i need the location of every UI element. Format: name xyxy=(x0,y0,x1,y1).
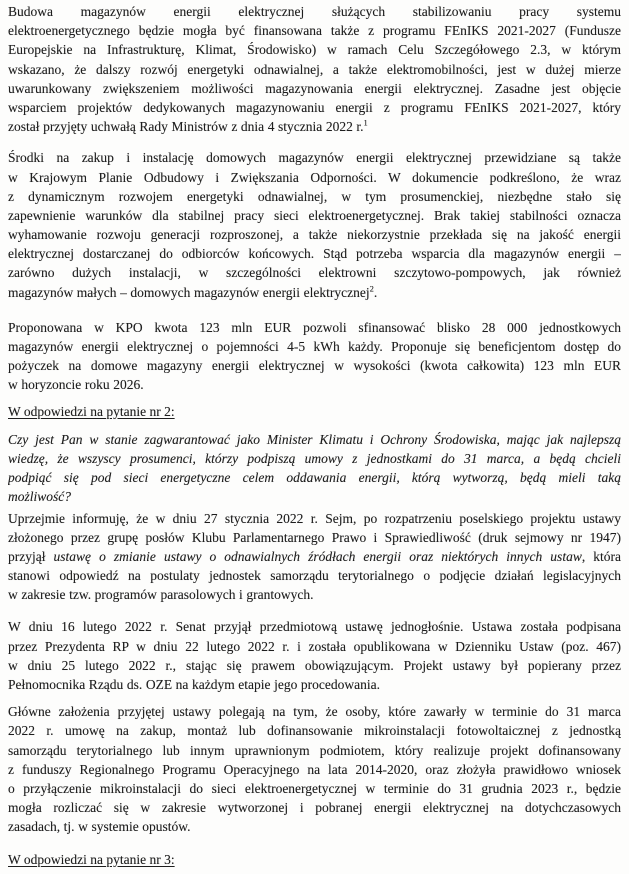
text-line: samorządu terytorialnego lub innym uprawnionym podmiotem, który realizuje projekt dofinansowany xyxy=(8,742,621,758)
text-line: 2022 r. umowę na zakup, montaż lub dofinansowanie mikroinstalacji fotowoltaicznej z jednostką xyxy=(8,723,621,739)
text-line: magazynów małych – domowych magazynów energii elektrycznej$^2$. xyxy=(8,283,378,300)
footnote-marker: 1 xyxy=(363,117,368,128)
text-line: zapewnienie warunków dla stabilnej pracy sieci elektroenergetycznej. Brak takiej stabilności oznacza xyxy=(8,207,621,223)
paragraph-act-provisions xyxy=(8,702,621,836)
text-line: Budowa magazynów energii elektrycznej służących stabilizowaniu pracy systemu xyxy=(8,4,621,19)
paragraph-kpo-home-storage xyxy=(8,148,621,302)
text-line: podpiąć się pod sieci energetyczne celem oddawania energii, którą wytworzą, będą mieli taką xyxy=(8,470,621,486)
text-line: złożonego przez grupę posłów Klubu Parlamentarnego Prawo i Sprawiedliwość (druk sejmowy nr 1947) xyxy=(8,529,621,545)
paragraph-sejm-act xyxy=(8,509,621,605)
heading-answer-question-3 xyxy=(8,850,621,869)
text-line: elektroenergetycznego będzie mogła być finansowana także z programu FEnIKS 2021-2027 (Fundusze xyxy=(8,23,621,39)
paragraph-feniks-funding xyxy=(8,2,621,136)
text-line: w dniu 25 lutego 2022 r., stając się prawem obowiązującym. Projekt ustawy był popierany przez xyxy=(8,657,621,673)
text-line: w Krajowym Planie Odbudowy i Zwiększania Odporności. W dokumencie podkreślono, że wraz xyxy=(8,169,621,185)
text-line: o przyłączenie mikroinstalacji do sieci elektroenergetycznej w terminie do 31 grudnia 2023 r., będzie xyxy=(8,780,621,796)
text-line: przyjął ustawę o zmianie ustawy o odnawialnych źródłach energii oraz niektórych innych ustaw, która xyxy=(8,548,621,564)
text-line: Pełnomocnika Rządu ds. OZE na każdym etapie jego procedowania. xyxy=(8,677,380,693)
heading-text: W odpowiedzi na pytanie nr 3: xyxy=(8,851,175,867)
text-line: magazynów energii elektrycznej o pojemności 4-5 kWh każdy. Proponuje się beneficjentom dostęp do xyxy=(8,339,621,354)
text-line: możliwość? xyxy=(8,489,72,505)
paragraph-kpo-amount xyxy=(8,318,621,395)
text-line: Czy jest Pan w stanie zagwarantować jako Minister Klimatu i Ochrony Środowiska, mając jak najlepszą xyxy=(8,431,621,447)
text-line: wyhamowanie rozwoju generacji rozproszonej, a także niekorzystnie przekłada się na jakość energii xyxy=(8,227,621,243)
text-line: Uprzejmie informuję, że w dniu 27 stycznia 2022 r. Sejm, po rozpatrzeniu poselskiego projektu ustawy xyxy=(8,510,621,526)
text-line: wsparciem projektów dedykowanych magazynowaniu energii z programu FEnIKS 2021-2027, który xyxy=(8,99,621,115)
heading-answer-question-2 xyxy=(8,402,621,421)
text-line: przez Prezydenta RP w dniu 22 lutego 2022 r. i została opublikowana w Dzienniku Ustaw (poz. 467) xyxy=(8,638,621,654)
text-line: Środki na zakup i instalację domowych magazynów energii elektrycznej przewidziane są także xyxy=(8,150,621,166)
text-line: z dynamicznym rozwojem energetyki odnawialnej, w tym prosumenckiej, niezbędne stało się xyxy=(8,188,621,204)
text-line: pożyczek na domowe magazyny energii elektrycznej w wysokości (kwota całkowita) 123 mln EUR xyxy=(8,358,621,374)
text-line: uwarunkowany zwiększeniem możliwości magazynowania energii elektrycznej. Zasadne jest objęcie xyxy=(8,80,621,96)
paragraph-question-2 xyxy=(8,430,621,507)
text-line: w horyzoncie roku 2026. xyxy=(8,377,144,393)
text-line: został przyjęty uchwałą Rady Ministrów z dnia 4 stycznia 2022 r.$^1$ xyxy=(8,117,368,135)
text-line: zarówno dużych instalacji, w szczególności elektrowni szczytowo-pompowych, jak również xyxy=(8,265,621,281)
text-line: w zakresie tzw. programów parasolowych i grantowych. xyxy=(8,587,314,603)
text-line: Główne założenia przyjętej ustawy polegają na tym, że osoby, które zawarły w terminie do 31 marca xyxy=(8,704,621,720)
text-line: mogła rozliczać się w zakresie wytworzonej i pobranej energii elektrycznej na dotychczasowych xyxy=(8,800,621,816)
text-line: z funduszy Regionalnego Programu Operacyjnego na lata 2014-2020, oraz złożyła prawidłowo wniosek xyxy=(8,761,621,777)
footnote-marker: 2 xyxy=(369,283,374,294)
paragraph-senat-signature xyxy=(8,617,621,694)
text-line: stanowi odpowiedź na postulaty jednostek samorządu terytorialnego o podjęcie działań legislacyjnych xyxy=(8,568,621,584)
text-line: Europejskie na Infrastrukturę, Klimat, Środowisko) w ramach Celu Szczegółowego 2.3, w którym xyxy=(8,42,621,58)
text-line: zasadach, tj. w systemie opustów. xyxy=(8,819,191,835)
text-line: Proponowana w KPO kwota 123 mln EUR pozwoli sfinansować blisko 28 000 jednostkowych xyxy=(8,319,621,335)
statute-title-italic: ustawę o zmianie ustawy o odnawialnych źródłach energii oraz niektórych innych ustaw xyxy=(53,548,582,564)
text-line: elektrycznej dostarczanej do odbiorców końcowych. Stąd potrzeba wsparcia dla magazynów energii – xyxy=(8,246,621,262)
text-line: W dniu 16 lutego 2022 r. Senat przyjął przedmiotową ustawę jednogłośnie. Ustawa została podpisana xyxy=(8,619,621,635)
text-line: wskazano, że dalszy rozwój energetyki odnawialnej, a także elektromobilności, jest w dużej mierze xyxy=(8,61,621,77)
heading-text: W odpowiedzi na pytanie nr 2: xyxy=(8,403,175,419)
text-line: wiedzę, że wszyscy prosumenci, którzy podpiszą umowy z jednostkami do 31 marca, a będą chcieli xyxy=(8,450,621,466)
